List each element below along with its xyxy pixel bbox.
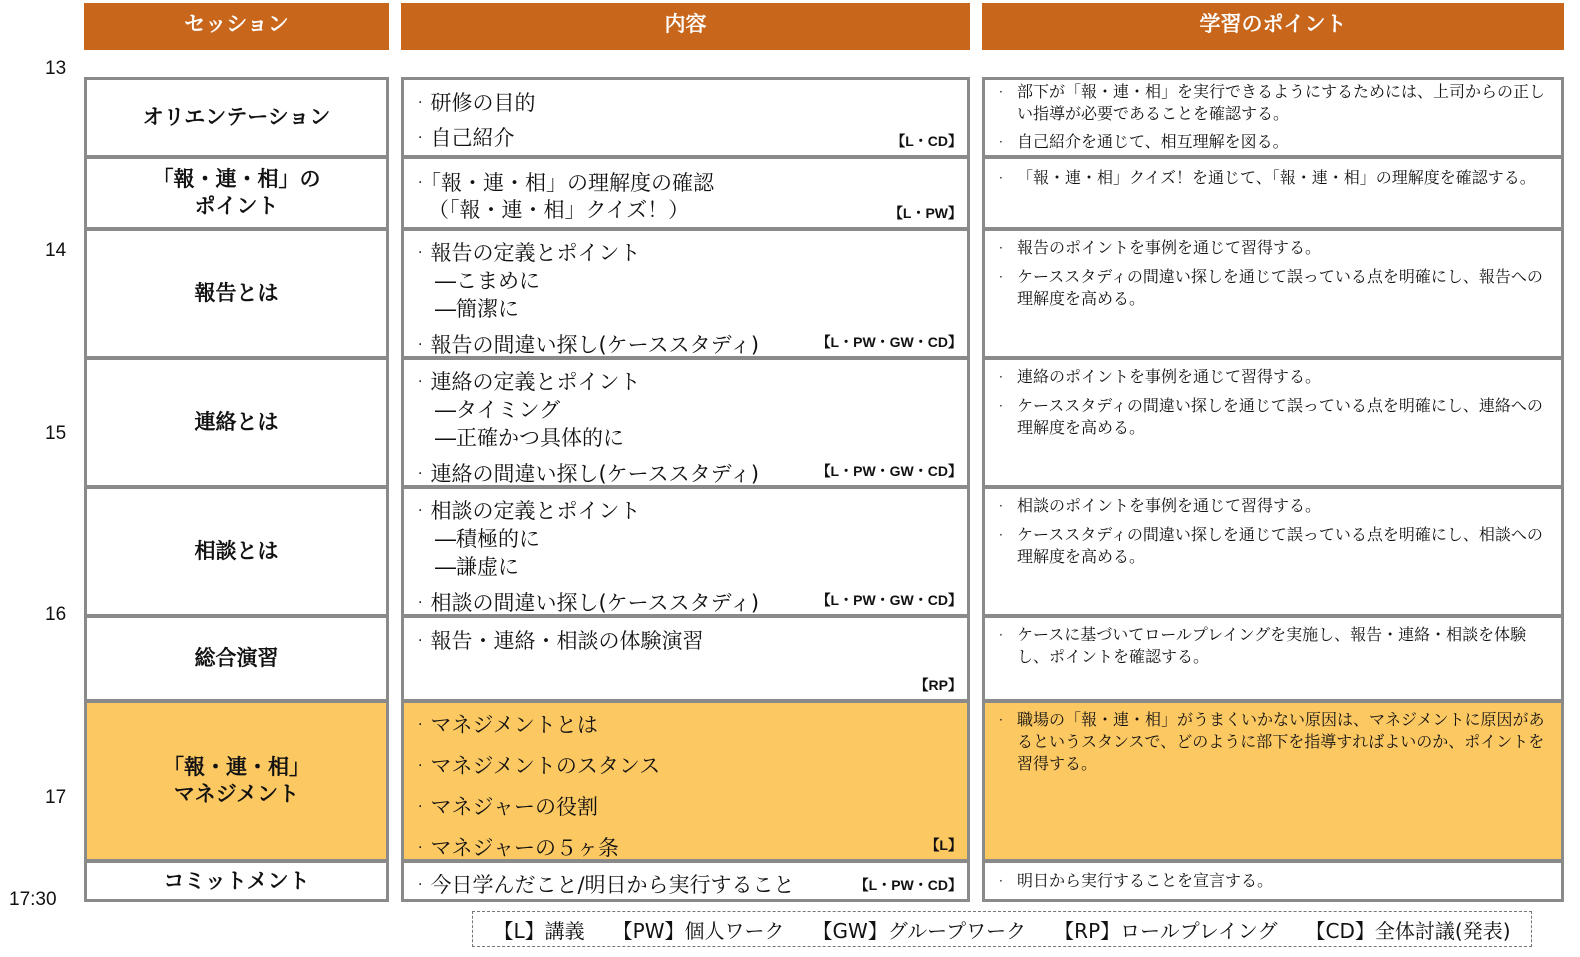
time-label: 16 xyxy=(45,604,67,625)
point-item: 明日から実行することを宣言する。 xyxy=(1017,871,1274,890)
method-tag: 【L・PW・GW・CD】 xyxy=(816,334,962,350)
legend-item: 【GW】グループワーク xyxy=(812,918,1027,943)
point-item: ケーススタディの間違い探しを通じて誤っている点を明確にし、相談への理解度を高める。 xyxy=(1017,525,1543,566)
content-cell: · 報告・連絡・相談の体験演習 【RP】 xyxy=(401,615,970,702)
content-item: ―正確かつ具体的に xyxy=(435,426,624,450)
point-item: 「報・連・相」クイズ！を通じて、「報・連・相」の理解度を確認する。 xyxy=(1017,168,1536,187)
content-item: マネジメントとは xyxy=(430,713,598,737)
session-cell: 報告とは xyxy=(84,228,389,359)
content-cell: · 連絡の定義とポイント ―タイミング ―正確かつ具体的に · 連絡の間違い探し(ケーススタディ) 【L・PW・GW・CD】 xyxy=(401,357,970,488)
point-item: ケーススタディの間違い探しを通じて誤っている点を明確にし、連絡への理解度を高める。 xyxy=(1017,396,1543,437)
content-item: 報告・連絡・相談の体験演習 xyxy=(430,629,704,653)
content-item: （「報・連・相」クイズ！） xyxy=(428,198,690,222)
method-tag: 【RP】 xyxy=(914,677,962,693)
header-content: 内容 xyxy=(401,3,970,50)
content-cell: · 今日学んだこと/明日から実行すること 【L・PW・CD】 xyxy=(401,860,970,902)
points-cell: · 明日から実行することを宣言する。 xyxy=(982,860,1564,902)
point-item: 連絡のポイントを事例を通じて習得する。 xyxy=(1017,367,1322,386)
legend-item: 【RP】ロールプレイング xyxy=(1054,918,1278,943)
content-item: ―タイミング xyxy=(435,398,561,422)
content-cell: · 報告の定義とポイント ―こまめに ―簡潔に · 報告の間違い探し(ケーススタディ) 【L・PW・GW・CD】 xyxy=(401,228,970,359)
content-item: マネジャーの５ヶ条 xyxy=(430,836,620,860)
content-item: ―こまめに xyxy=(435,269,540,293)
time-label: 15 xyxy=(45,423,67,444)
content-item: 相談の間違い探し(ケーススタディ) xyxy=(430,591,760,615)
method-tag: 【L・CD】 xyxy=(891,133,962,149)
content-cell: · マネジメントとは · マネジメントのスタンス · マネジャーの役割 · マネジャーの５ヶ条 【L】 xyxy=(401,700,970,862)
method-tag: 【L・PW・GW・CD】 xyxy=(816,463,962,479)
time-label: 14 xyxy=(45,240,67,261)
point-item: 報告のポイントを事例を通じて習得する。 xyxy=(1017,238,1322,257)
legend xyxy=(472,911,1532,947)
content-cell: · 「報・連・相」の理解度の確認 （「報・連・相」クイズ！） 【L・PW】 xyxy=(401,156,970,230)
point-item: ケーススタディの間違い探しを通じて誤っている点を明確にし、報告への理解度を高める。 xyxy=(1017,267,1543,308)
content-item: 研修の目的 xyxy=(430,91,536,115)
content-item: 連絡の定義とポイント xyxy=(430,370,641,394)
method-tag: 【L・PW・CD】 xyxy=(854,877,962,893)
point-item: 相談のポイントを事例を通じて習得する。 xyxy=(1017,496,1322,515)
points-cell: · 相談のポイントを事例を通じて習得する。 · ケーススタディの間違い探しを通じて誤っている点を明確にし、相談への理解度を高める。 xyxy=(982,486,1564,617)
content-item: 報告の定義とポイント xyxy=(430,241,641,265)
content-item: 相談の定義とポイント xyxy=(430,499,641,523)
content-item: 連絡の間違い探し(ケーススタディ) xyxy=(430,462,760,486)
time-label: 17:30 xyxy=(9,889,57,910)
method-tag: 【L】 xyxy=(925,837,962,853)
content-item: マネジャーの役割 xyxy=(430,795,599,819)
session-cell: 「報・連・相」の ポイント xyxy=(84,156,389,230)
points-cell: · ケースに基づいてロールプレイングを実施し、報告・連絡・相談を体験し、ポイントを確認する。 xyxy=(982,615,1564,702)
method-tag: 【L・PW・GW・CD】 xyxy=(816,592,962,608)
point-item: 部下が「報・連・相」を実行できるようにするためには、上司からの正しい指導が必要であることを確認する。 xyxy=(1017,82,1546,123)
session-cell: 相談とは xyxy=(84,486,389,617)
header-session: セッション xyxy=(84,3,389,50)
session-cell: 「報・連・相」 マネジメント xyxy=(84,700,389,862)
method-tag: 【L・PW】 xyxy=(888,205,962,221)
points-cell: · 連絡のポイントを事例を通じて習得する。 · ケーススタディの間違い探しを通じて誤っている点を明確にし、連絡への理解度を高める。 xyxy=(982,357,1564,488)
time-label: 17 xyxy=(45,787,67,808)
session-cell: 総合演習 xyxy=(84,615,389,702)
point-item: 自己紹介を通じて、相互理解を図る。 xyxy=(1017,132,1289,151)
time-label: 13 xyxy=(45,58,67,79)
content-item: マネジメントのスタンス xyxy=(430,754,661,778)
points-cell: · 「報・連・相」クイズ！を通じて、「報・連・相」の理解度を確認する。 xyxy=(982,156,1564,230)
content-item: 自己紹介 xyxy=(430,126,515,150)
session-cell: 連絡とは xyxy=(84,357,389,488)
content-item: ―謙虚に xyxy=(435,555,519,579)
points-cell: · 報告のポイントを事例を通じて習得する。 · ケーススタディの間違い探しを通じて誤っている点を明確にし、報告への理解度を高める。 xyxy=(982,228,1564,359)
content-item: ―積極的に xyxy=(435,527,540,551)
legend-item: 【CD】全体討議(発表) xyxy=(1305,918,1511,943)
point-item: ケースに基づいてロールプレイングを実施し、報告・連絡・相談を体験し、ポイントを確認する。 xyxy=(1017,625,1527,666)
session-cell: コミットメント xyxy=(84,860,389,902)
content-cell: · 研修の目的 · 自己紹介 【L・CD】 xyxy=(401,77,970,158)
content-cell: · 相談の定義とポイント ―積極的に ―謙虚に · 相談の間違い探し(ケーススタディ) 【L・PW・GW・CD】 xyxy=(401,486,970,617)
content-item: ―簡潔に xyxy=(435,297,519,321)
points-cell: · 職場の「報・連・相」がうまくいかない原因は、マネジメントに原因があるというスタンスで、どのように部下を指導すればよいのか、ポイントを習得する。 xyxy=(982,700,1564,862)
content-item: 今日学んだこと/明日から実行すること xyxy=(430,873,795,897)
session-cell: オリエンテーション xyxy=(84,77,389,158)
points-cell: · 部下が「報・連・相」を実行できるようにするためには、上司からの正しい指導が必要であることを確認する。 · 自己紹介を通じて、相互理解を図る。 xyxy=(982,77,1564,158)
legend-item: 【L】講義 xyxy=(493,918,585,943)
content-item: 報告の間違い探し(ケーススタディ) xyxy=(430,333,760,357)
legend-item: 【PW】個人ワーク xyxy=(612,918,785,943)
point-item: 職場の「報・連・相」がうまくいかない原因は、マネジメントに原因があるというスタンスで、どのように部下を指導すればよいのか、ポイントを習得する。 xyxy=(1017,710,1545,773)
content-item: 「報・連・相」の理解度の確認 xyxy=(430,171,714,195)
header-points: 学習のポイント xyxy=(982,3,1564,50)
